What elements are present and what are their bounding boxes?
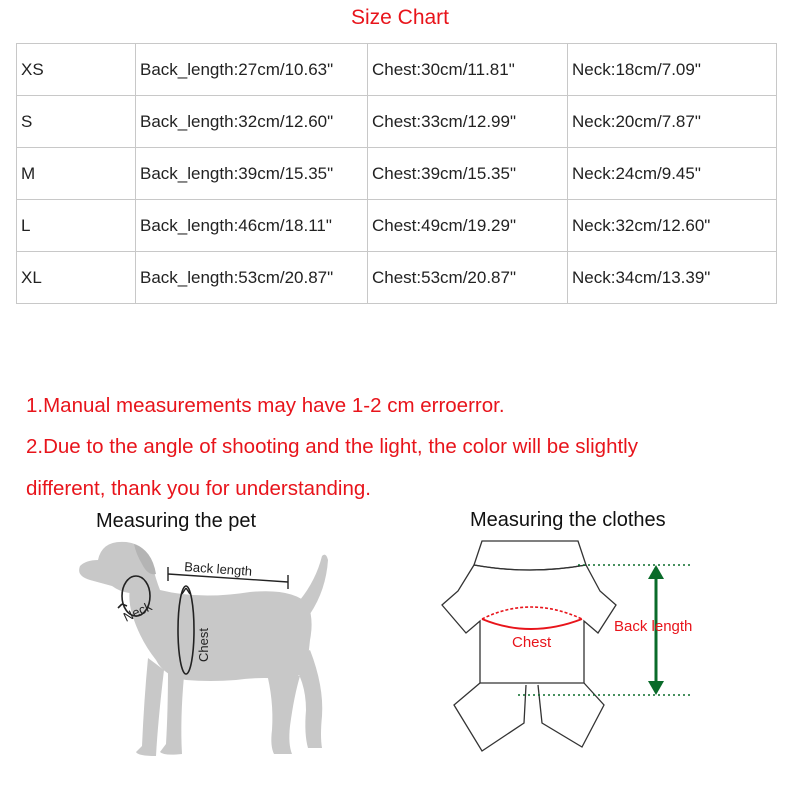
table-row [17, 200, 777, 252]
size-cell: XS [17, 44, 136, 96]
clothes-chest-label: Chest [512, 634, 552, 651]
table-row [17, 96, 777, 148]
size-cell: L [17, 200, 136, 252]
clothes-back-length-label: Back length [614, 618, 693, 635]
dog-measurement-diagram [60, 530, 340, 790]
neck-label: Neck [120, 598, 155, 625]
back-length-cell: Back_length:27cm/10.63" [136, 44, 368, 96]
back-length-cell: Back_length:32cm/12.60" [136, 96, 368, 148]
chest-cell: Chest:39cm/15.35" [368, 148, 568, 200]
size-cell: M [17, 148, 136, 200]
chest-dashed-arc [482, 607, 582, 619]
arrow-down-icon [648, 681, 664, 695]
neck-cell: Neck:24cm/9.45" [568, 148, 777, 200]
neck-arrow-icon [118, 604, 127, 608]
size-cell: XL [17, 252, 136, 304]
neck-cell: Neck:32cm/12.60" [568, 200, 777, 252]
chest-label: Chest [196, 628, 211, 662]
note-line-2: 2.Due to the angle of shooting and the light, the color will be slightly [26, 435, 638, 458]
back-length-cell: Back_length:46cm/18.11" [136, 200, 368, 252]
back-length-cell: Back_length:53cm/20.87" [136, 252, 368, 304]
size-chart-title: Size Chart [350, 6, 450, 29]
table-row [17, 252, 777, 304]
table-row [17, 44, 777, 96]
chest-cell: Chest:53cm/20.87" [368, 252, 568, 304]
clothes-measurement-diagram [430, 535, 730, 790]
size-table [16, 43, 777, 304]
note-line-3: different, thank you for understanding. [26, 477, 371, 500]
neck-cell: Neck:20cm/7.87" [568, 96, 777, 148]
note-line-1: 1.Manual measurements may have 1-2 cm erroerror. [26, 394, 505, 417]
back-length-label: Back length [183, 559, 253, 579]
neck-cell: Neck:18cm/7.09" [568, 44, 777, 96]
back-length-cell: Back_length:39cm/15.35" [136, 148, 368, 200]
table-row [17, 148, 777, 200]
chest-solid-arc [482, 619, 582, 629]
neck-cell: Neck:34cm/13.39" [568, 252, 777, 304]
clothes-heading: Measuring the clothes [470, 509, 666, 531]
chest-cell: Chest:30cm/11.81" [368, 44, 568, 96]
size-cell: S [17, 96, 136, 148]
chest-cell: Chest:49cm/19.29" [368, 200, 568, 252]
arrow-up-icon [648, 565, 664, 579]
chest-cell: Chest:33cm/12.99" [368, 96, 568, 148]
pet-heading: Measuring the pet [96, 510, 257, 532]
